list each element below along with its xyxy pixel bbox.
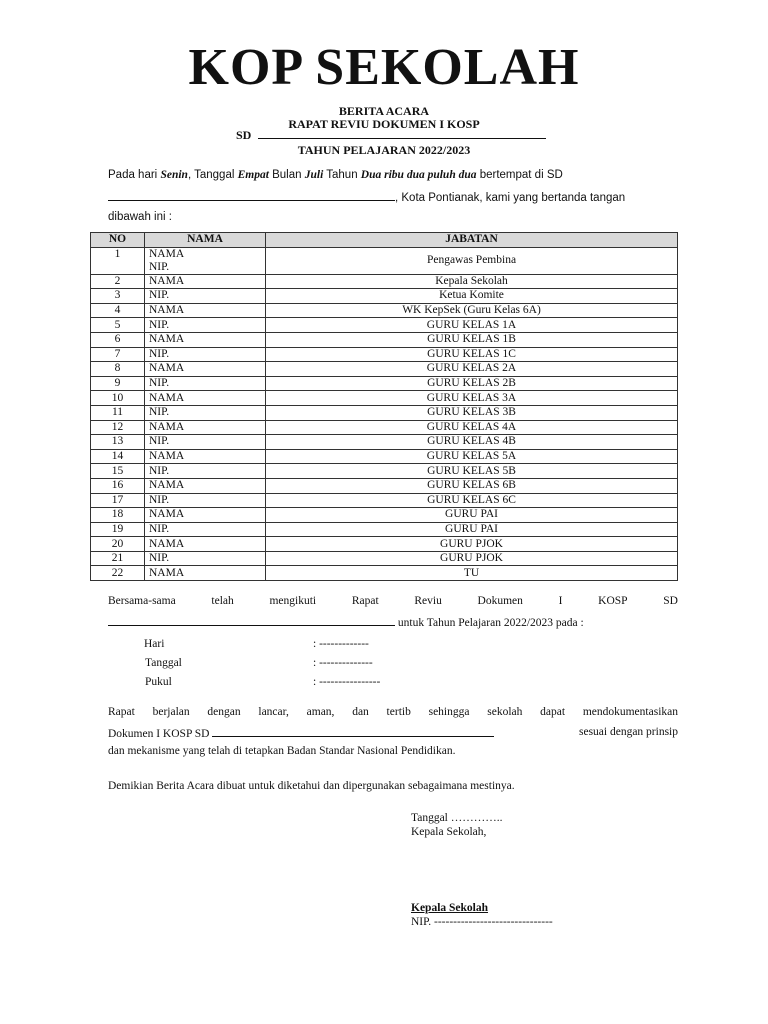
word: Reviu	[414, 595, 442, 607]
word: KOSP	[598, 595, 628, 607]
row-no: 12	[91, 420, 145, 435]
date-value: Empat	[237, 169, 269, 181]
row-no: 20	[91, 537, 145, 552]
year-value: Dua ribu dua puluh dua	[360, 169, 477, 181]
col-nama-header: NAMA	[145, 233, 266, 248]
row-no: 10	[91, 391, 145, 406]
closing-statement: Demikian Berita Acara dibuat untuk diketahui dan dipergunakan sebagaimana mestinya.	[108, 780, 515, 792]
row-no: 2	[91, 274, 145, 289]
row-no: 8	[91, 362, 145, 377]
table-row	[91, 493, 678, 508]
row-no: 7	[91, 347, 145, 362]
signature-role: Kepala Sekolah,	[411, 826, 487, 838]
word: Bersama-sama	[108, 595, 176, 607]
row-nama: NIP.	[145, 435, 266, 450]
text: bertempat di SD	[476, 169, 563, 181]
schedule-hari-label: Hari	[144, 638, 165, 650]
row-nama: NAMA	[145, 537, 266, 552]
text: Tahun	[323, 169, 361, 181]
row-no: 1	[91, 247, 145, 274]
row-nama: NAMA	[145, 420, 266, 435]
row-no: 22	[91, 566, 145, 581]
word: Rapat	[351, 595, 379, 607]
row-no: 21	[91, 551, 145, 566]
sd-label: SD	[236, 128, 252, 142]
row-jabatan: GURU KELAS 1C	[266, 347, 678, 362]
row-jabatan: GURU KELAS 1A	[266, 318, 678, 333]
rapat-line-1: Rapat berjalan dengan lancar, aman, dan tertib sehingga sekolah dapat mendokumentasikan	[108, 706, 678, 718]
row-jabatan: GURU KELAS 4A	[266, 420, 678, 435]
row-no: 14	[91, 449, 145, 464]
row-nip-line: NIP.	[149, 260, 170, 273]
row-nama: NAMA	[145, 391, 266, 406]
row-nama: NIP.	[145, 522, 266, 537]
table-row	[91, 508, 678, 523]
row-nama: NIP.	[145, 405, 266, 420]
table-row	[91, 435, 678, 450]
row-nama: NAMA	[145, 449, 266, 464]
schedule-tanggal-label: Tanggal	[145, 657, 182, 669]
text: untuk Tahun Pelajaran 2022/2023 pada :	[397, 617, 584, 629]
row-nama: NIP.	[145, 464, 266, 479]
text: Bulan	[268, 169, 305, 181]
row-jabatan: Pengawas Pembina	[266, 247, 678, 274]
academic-year: TAHUN PELAJARAN 2022/2023	[297, 143, 471, 157]
row-jabatan: GURU KELAS 2B	[266, 376, 678, 391]
table-row	[91, 376, 678, 391]
word: telah	[211, 595, 234, 607]
attendance-table	[90, 232, 678, 581]
row-jabatan: GURU PAI	[266, 522, 678, 537]
row-nama: NAMA	[145, 362, 266, 377]
row-jabatan: GURU KELAS 6B	[266, 478, 678, 493]
table-row	[91, 551, 678, 566]
table-row	[91, 464, 678, 479]
table-row	[91, 347, 678, 362]
row-jabatan: WK KepSek (Guru Kelas 6A)	[266, 303, 678, 318]
col-no-header: NO	[91, 233, 145, 248]
text: , Kota Pontianak, kami yang bertanda tangan	[395, 192, 626, 204]
month-value: Juli	[304, 169, 324, 181]
table-row	[91, 274, 678, 289]
bersama-line-2	[108, 615, 678, 629]
letterhead-title: KOP SEKOLAH	[188, 39, 580, 96]
school-blank	[108, 615, 395, 626]
row-no: 6	[91, 332, 145, 347]
schedule-hari-value: : -------------	[313, 638, 369, 650]
table-row	[91, 420, 678, 435]
col-jabatan-header: JABATAN	[266, 233, 678, 248]
row-no: 13	[91, 435, 145, 450]
schedule-pukul-label: Pukul	[145, 676, 172, 688]
opening-line-3: dibawah ini :	[108, 211, 172, 223]
opening-line-1	[108, 169, 653, 181]
word: mengikuti	[269, 595, 317, 607]
row-jabatan: GURU KELAS 5B	[266, 464, 678, 479]
word: I	[558, 595, 563, 607]
school-blank	[212, 726, 494, 737]
row-jabatan: GURU KELAS 4B	[266, 435, 678, 450]
opening-line-2	[108, 190, 653, 204]
row-no: 19	[91, 522, 145, 537]
day-value: Senin	[160, 169, 188, 181]
row-nama: NIP.	[145, 289, 266, 304]
row-nama: NAMA	[145, 332, 266, 347]
table-header-row	[91, 233, 678, 248]
row-nama: NAMA	[145, 566, 266, 581]
row-jabatan: GURU KELAS 2A	[266, 362, 678, 377]
schedule-tanggal-value: : --------------	[313, 657, 373, 669]
row-nama: NAMA	[145, 508, 266, 523]
word: Dokumen	[477, 595, 523, 607]
schedule-pukul-value: : ----------------	[313, 676, 381, 688]
row-nama-line: NAMA	[149, 247, 185, 260]
row-no: 3	[91, 289, 145, 304]
signature-date: Tanggal …………..	[411, 812, 503, 824]
row-jabatan: GURU KELAS 6C	[266, 493, 678, 508]
row-jabatan: Kepala Sekolah	[266, 274, 678, 289]
row-nama	[145, 247, 266, 274]
row-nama: NIP.	[145, 493, 266, 508]
bersama-line-1	[108, 595, 678, 607]
row-no: 16	[91, 478, 145, 493]
table-row	[91, 247, 678, 274]
word: SD	[663, 595, 678, 607]
text: Pada hari	[108, 169, 161, 181]
table-row	[91, 478, 678, 493]
row-no: 11	[91, 405, 145, 420]
table-row	[91, 318, 678, 333]
table-row	[91, 405, 678, 420]
text: , Tanggal	[187, 169, 238, 181]
doc-subtitle: RAPAT REVIU DOKUMEN I KOSP	[288, 117, 480, 131]
school-blank	[108, 190, 395, 201]
row-jabatan: GURU KELAS 3B	[266, 405, 678, 420]
doc-title: BERITA ACARA	[338, 104, 430, 118]
rapat-line-3: dan mekanisme yang telah di tetapkan Badan Standar Nasional Pendidikan.	[108, 745, 456, 757]
table-row	[91, 303, 678, 318]
row-jabatan: GURU PAI	[266, 508, 678, 523]
row-jabatan: GURU KELAS 1B	[266, 332, 678, 347]
row-jabatan: GURU PJOK	[266, 537, 678, 552]
row-no: 5	[91, 318, 145, 333]
row-nama: NIP.	[145, 347, 266, 362]
signature-name: Kepala Sekolah	[411, 902, 489, 914]
table-row	[91, 522, 678, 537]
table-row	[91, 362, 678, 377]
row-nama: NIP.	[145, 551, 266, 566]
row-no: 9	[91, 376, 145, 391]
row-no: 4	[91, 303, 145, 318]
table-row	[91, 391, 678, 406]
row-nama: NAMA	[145, 274, 266, 289]
row-jabatan: GURU KELAS 5A	[266, 449, 678, 464]
row-nama: NAMA	[145, 478, 266, 493]
rapat-line-2	[108, 726, 678, 740]
table-row	[91, 537, 678, 552]
row-no: 18	[91, 508, 145, 523]
school-name-line	[236, 128, 546, 143]
table-row	[91, 332, 678, 347]
row-jabatan: GURU KELAS 3A	[266, 391, 678, 406]
row-nama: NAMA	[145, 303, 266, 318]
row-jabatan: GURU PJOK	[266, 551, 678, 566]
signature-nip: NIP. -------------------------------	[411, 916, 553, 928]
text: Dokumen I KOSP SD	[108, 728, 210, 740]
school-name-blank	[258, 128, 546, 139]
row-no: 17	[91, 493, 145, 508]
table-row	[91, 289, 678, 304]
table-row	[91, 566, 678, 581]
text: sesuai dengan prinsip	[578, 726, 678, 738]
row-no: 15	[91, 464, 145, 479]
row-nama: NIP.	[145, 376, 266, 391]
table-row	[91, 449, 678, 464]
row-nama: NIP.	[145, 318, 266, 333]
row-jabatan: Ketua Komite	[266, 289, 678, 304]
row-jabatan: TU	[266, 566, 678, 581]
